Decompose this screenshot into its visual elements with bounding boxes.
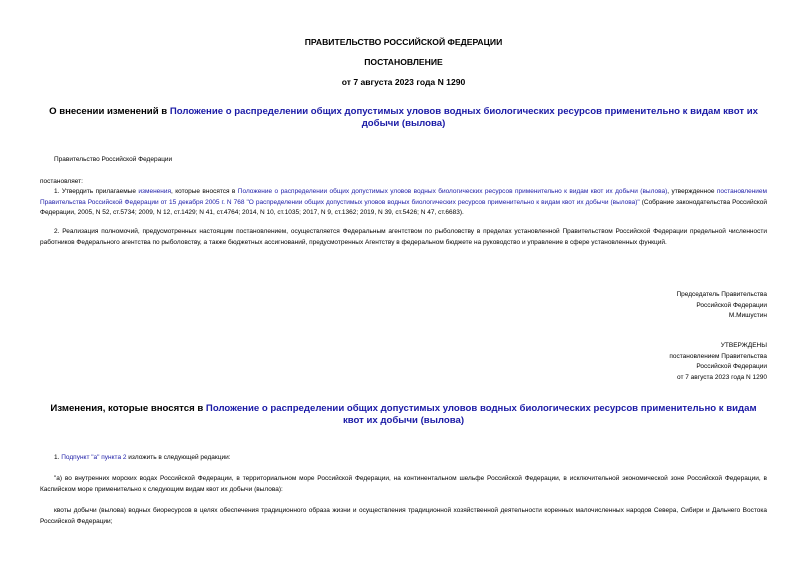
title-position-link[interactable]: Положение о распределении общих допустимых уловов водных биологических ресурсов применительно к видам квот их добычи (вылова) [169, 106, 758, 129]
item-1-text-b: , которые вносятся в [171, 188, 238, 195]
approved-block [567, 341, 767, 383]
item-1-text-c: , утвержденное [667, 188, 717, 195]
signature-line-1: Председатель Правительства [676, 291, 767, 298]
position-link[interactable]: Положение о распределении общих допустимых уловов водных биологических ресурсов применительно к видам квот их добычи (вылова) [237, 188, 668, 195]
changes-link[interactable]: изменения [138, 188, 172, 195]
changes-title [40, 403, 767, 427]
changes-title-position-link[interactable]: Положение о распределении общих допустимых уловов водных биологических ресурсов применительно к видам квот их добычи (вылова) [205, 403, 757, 426]
approved-line-1: УТВЕРЖДЕНЫ [720, 342, 767, 349]
approved-line-2: постановлением Правительства [669, 352, 767, 360]
document-type-heading: ПОСТАНОВЛЕНИЕ [364, 57, 443, 67]
signature-block [567, 290, 767, 322]
change-3-paragraph: квоты добычи (вылова) водных биоресурсов в целях обеспечения традиционного образа жизни и осуществления традиционной хозяйственной деятельности коренных малочисленных народов Севера, Сибири и Дальнего Востока Российской Федерации; [40, 507, 767, 525]
title-prefix: О внесении изменений в [49, 106, 170, 117]
change-2-paragraph: "а) во внутренних морских водах Российской Федерации, в территориальном море Российской Федерации, на континентальном шельфе Российской Федерации, в исключительной экономической зоне Российской Федерации, в Каспийском море применительно к следующим видам квот их добычи (вылова): [40, 475, 767, 493]
signature-line-3: М.Мишустин [728, 312, 767, 320]
document-title [40, 106, 767, 130]
decree-768-link[interactable]: постановлением Правительства Российской Федерации от 15 декабря 2005 г. N 768 "О распределении общих допустимых уловов водных биологических ресурсов применительно к видам квот их добычи (вылова)" [40, 188, 767, 206]
item-2-paragraph: 2. Реализация полномочий, предусмотренных настоящим постановлением, осуществляется Федеральным агентством по рыболовству в пределах установленной Правительством Российской Федерации предельной численности работников Федерального агентства по рыболовству, а также бюджетных ассигнований, предусмотренных Агентству в федеральном бюджете на руководство и управление в сфере установленных функций. [40, 228, 767, 246]
change-1-paragraph [54, 453, 231, 464]
subpoint-a-link[interactable]: Подпункт "а" пункта 2 [61, 454, 127, 461]
item-1-paragraph [40, 187, 767, 219]
signature-line-2: Российской Федерации [696, 301, 767, 309]
approved-line-3: Российской Федерации [696, 363, 767, 371]
intro-text: Правительство Российской Федерации [54, 156, 173, 163]
changes-title-prefix: Изменения, которые вносятся в [50, 403, 206, 414]
item-1-text-a: 1. Утвердить прилагаемые [54, 188, 139, 195]
date-number-heading: от 7 августа 2023 года N 1290 [341, 77, 466, 87]
government-heading: ПРАВИТЕЛЬСТВО РОССИЙСКОЙ ФЕДЕРАЦИИ [304, 37, 503, 47]
item-1-text-d: (Собрание законодательства Российской Федерации, 2005, N 52, ст.5734; 2009, N 12, ст.1429; N 41, ст.4764; 2014, N 10, ст.1035; 2017, N 9, ст.1362; 2019, N 39, ст.5426; N 47, ст.6683). [40, 198, 767, 216]
change-1-text-b: изложить в следующей редакции: [126, 454, 231, 461]
change-1-text-a: 1. [54, 454, 62, 461]
approved-line-4: от 7 августа 2023 года N 1290 [676, 373, 767, 381]
decrees-text: постановляет: [40, 178, 83, 185]
